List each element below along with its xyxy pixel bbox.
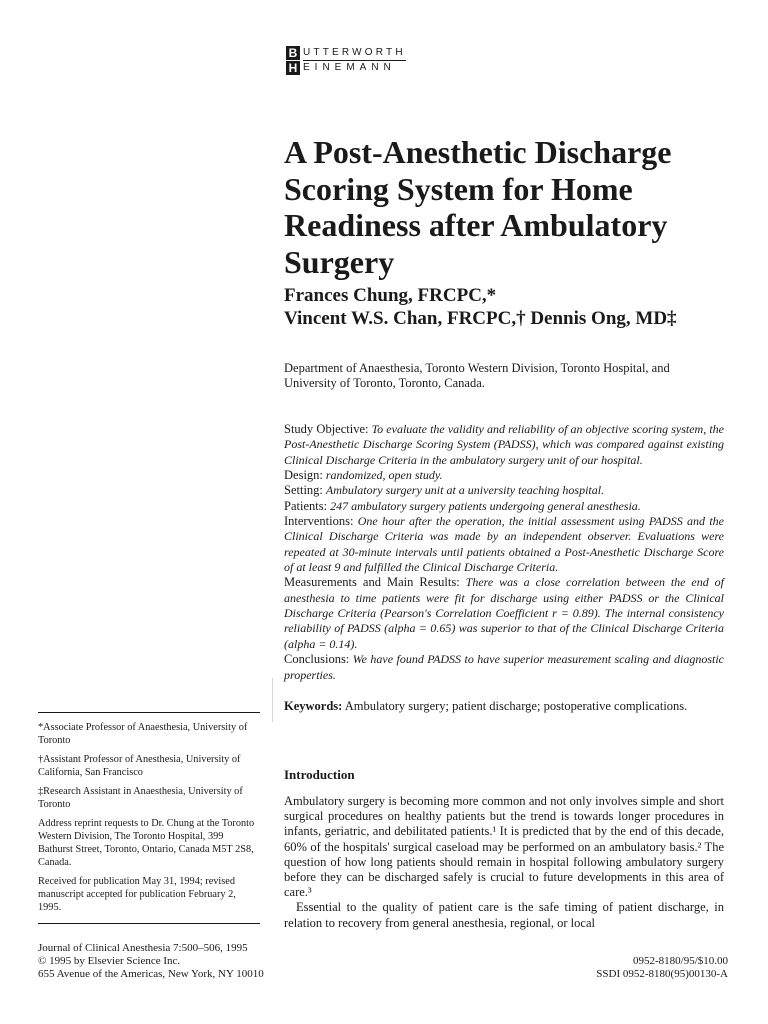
author-line-1: Frances Chung, FRCPC,* — [284, 285, 497, 306]
abstract-setting — [284, 483, 724, 498]
affiliation: Department of Anaesthesia, Toronto Western Division, Toronto Hospital, and University of Toronto, Toronto, Canada. — [284, 361, 670, 390]
logo-box-b: B — [286, 46, 300, 60]
introduction-body — [284, 794, 724, 931]
footnote: ‡Research Assistant in Anaesthesia, University of Toronto — [38, 786, 243, 810]
abstract-conclusions — [284, 652, 724, 683]
logo-line-2: EINEMANN — [303, 62, 396, 73]
abstract-label: Patients: — [284, 498, 328, 513]
journal-citation — [38, 942, 338, 981]
price-code: 0952-8180/95/$10.00 — [632, 955, 728, 967]
footnote: †Assistant Professor of Anesthesia, University of California, San Francisco — [38, 754, 241, 778]
abstract-design — [284, 468, 724, 483]
footnote-rule — [38, 923, 260, 924]
abstract-text: 247 ambulatory surgery patients undergoing general anesthesia. — [330, 498, 641, 513]
footnote: Address reprint requests to Dr. Chung at the Toronto Western Division, The Toronto Hospital, 399 Bathurst Street, Toronto, Ontario, Canada M5T 2S8, Canada. — [38, 818, 255, 868]
paragraph: Ambulatory surgery is becoming more common and not only involves simple and short surgical procedures on healthy patients but the trend is towards longer procedures in infants, geriatric, and debilitated patients.¹ It is predicted that by the end of this decade, 60% of the hospitals' surgical caseload may be performed on an ambulatory basis.² The question of how long patients should remain in hospital following ambulatory surgery before they can be discharged safely is crucial to future developments in this area of care.³ — [284, 794, 724, 900]
abstract-text: There was a close correlation between the end of anesthesia to time patients were fit for discharge using either PADSS or the Clinical Discharge Criteria (Pearson's Correlation Coefficient r = 0.89). The internal consistency reliability of PADSS (alpha = 0.65) was superior to that of the Clinical Discharge Criteria (alpha = 0.14). — [284, 575, 724, 651]
abstract-patients — [284, 499, 724, 514]
abstract-text: One hour after the operation, the initial assessment using PADSS and the Clinical Discharge Criteria was made by an independent observer. Evaluations were repeated at 30-minute intervals until patients obtained a Post-Anesthetic Discharge Score of at least 9 and fulfilled the Clinical Discharge Criteria. — [284, 514, 725, 575]
publisher-logo — [286, 46, 406, 76]
abstract-label: Design: — [284, 468, 323, 483]
abstract-label: Interventions: — [284, 514, 354, 529]
abstract-text: Ambulatory surgery unit at a university teaching hospital. — [325, 483, 605, 498]
abstract-text: We have found PADSS to have superior measurement scaling and diagnostic properties. — [284, 652, 725, 682]
journal-name: Journal of Clinical Anesthesia 7:500–506, 1995 — [38, 942, 248, 954]
author-list — [284, 284, 744, 330]
logo-box-h: H — [286, 61, 300, 75]
article-identifiers — [520, 955, 728, 981]
footnote: Received for publication May 31, 1994; revised manuscript accepted for publication February 2, 1995. — [38, 876, 236, 913]
abstract-interventions — [284, 514, 724, 575]
section-heading-introduction: Introduction — [284, 767, 355, 782]
abstract — [284, 422, 724, 683]
abstract-measurements — [284, 575, 724, 652]
abstract-label: Measurements and Main Results: — [284, 575, 460, 590]
abstract-text: randomized, open study. — [325, 468, 443, 483]
abstract-text: To evaluate the validity and reliability of an objective scoring system, the Post-Anesthetic Discharge Scoring System (PADSS), which was compared against existing Clinical Discharge Criteria in the ambulatory surgery unit of our hospital. — [284, 422, 724, 467]
footnote: *Associate Professor of Anaesthesia, University of Toronto — [38, 722, 248, 746]
keywords-label: Keywords: — [284, 699, 343, 713]
keywords-text: Ambulatory surgery; patient discharge; postoperative complications. — [344, 699, 688, 713]
abstract-label: Setting: — [284, 483, 323, 498]
paragraph: Essential to the quality of patient care is the safe timing of patient discharge, in relation to recovery from general anesthesia, regional, or local — [284, 900, 724, 930]
ssdi-code: SSDI 0952-8180(95)00130-A — [596, 968, 728, 980]
margin-mark — [272, 678, 273, 722]
article-title: A Post-Anesthetic Discharge Scoring System for Home Readiness after Ambulatory Surgery — [284, 134, 672, 280]
author-footnotes — [38, 712, 260, 920]
abstract-label: Study Objective: — [284, 422, 369, 436]
publisher-address: 655 Avenue of the Americas, New York, NY 10010 — [38, 968, 264, 980]
abstract-objective — [284, 422, 724, 468]
keywords — [284, 699, 724, 715]
author-line-2: Vincent W.S. Chan, FRCPC,† Dennis Ong, MD‡ — [284, 308, 677, 329]
copyright: © 1995 by Elsevier Science Inc. — [38, 955, 181, 967]
abstract-label: Conclusions: — [284, 652, 350, 667]
logo-line-1: UTTERWORTH — [303, 47, 406, 58]
